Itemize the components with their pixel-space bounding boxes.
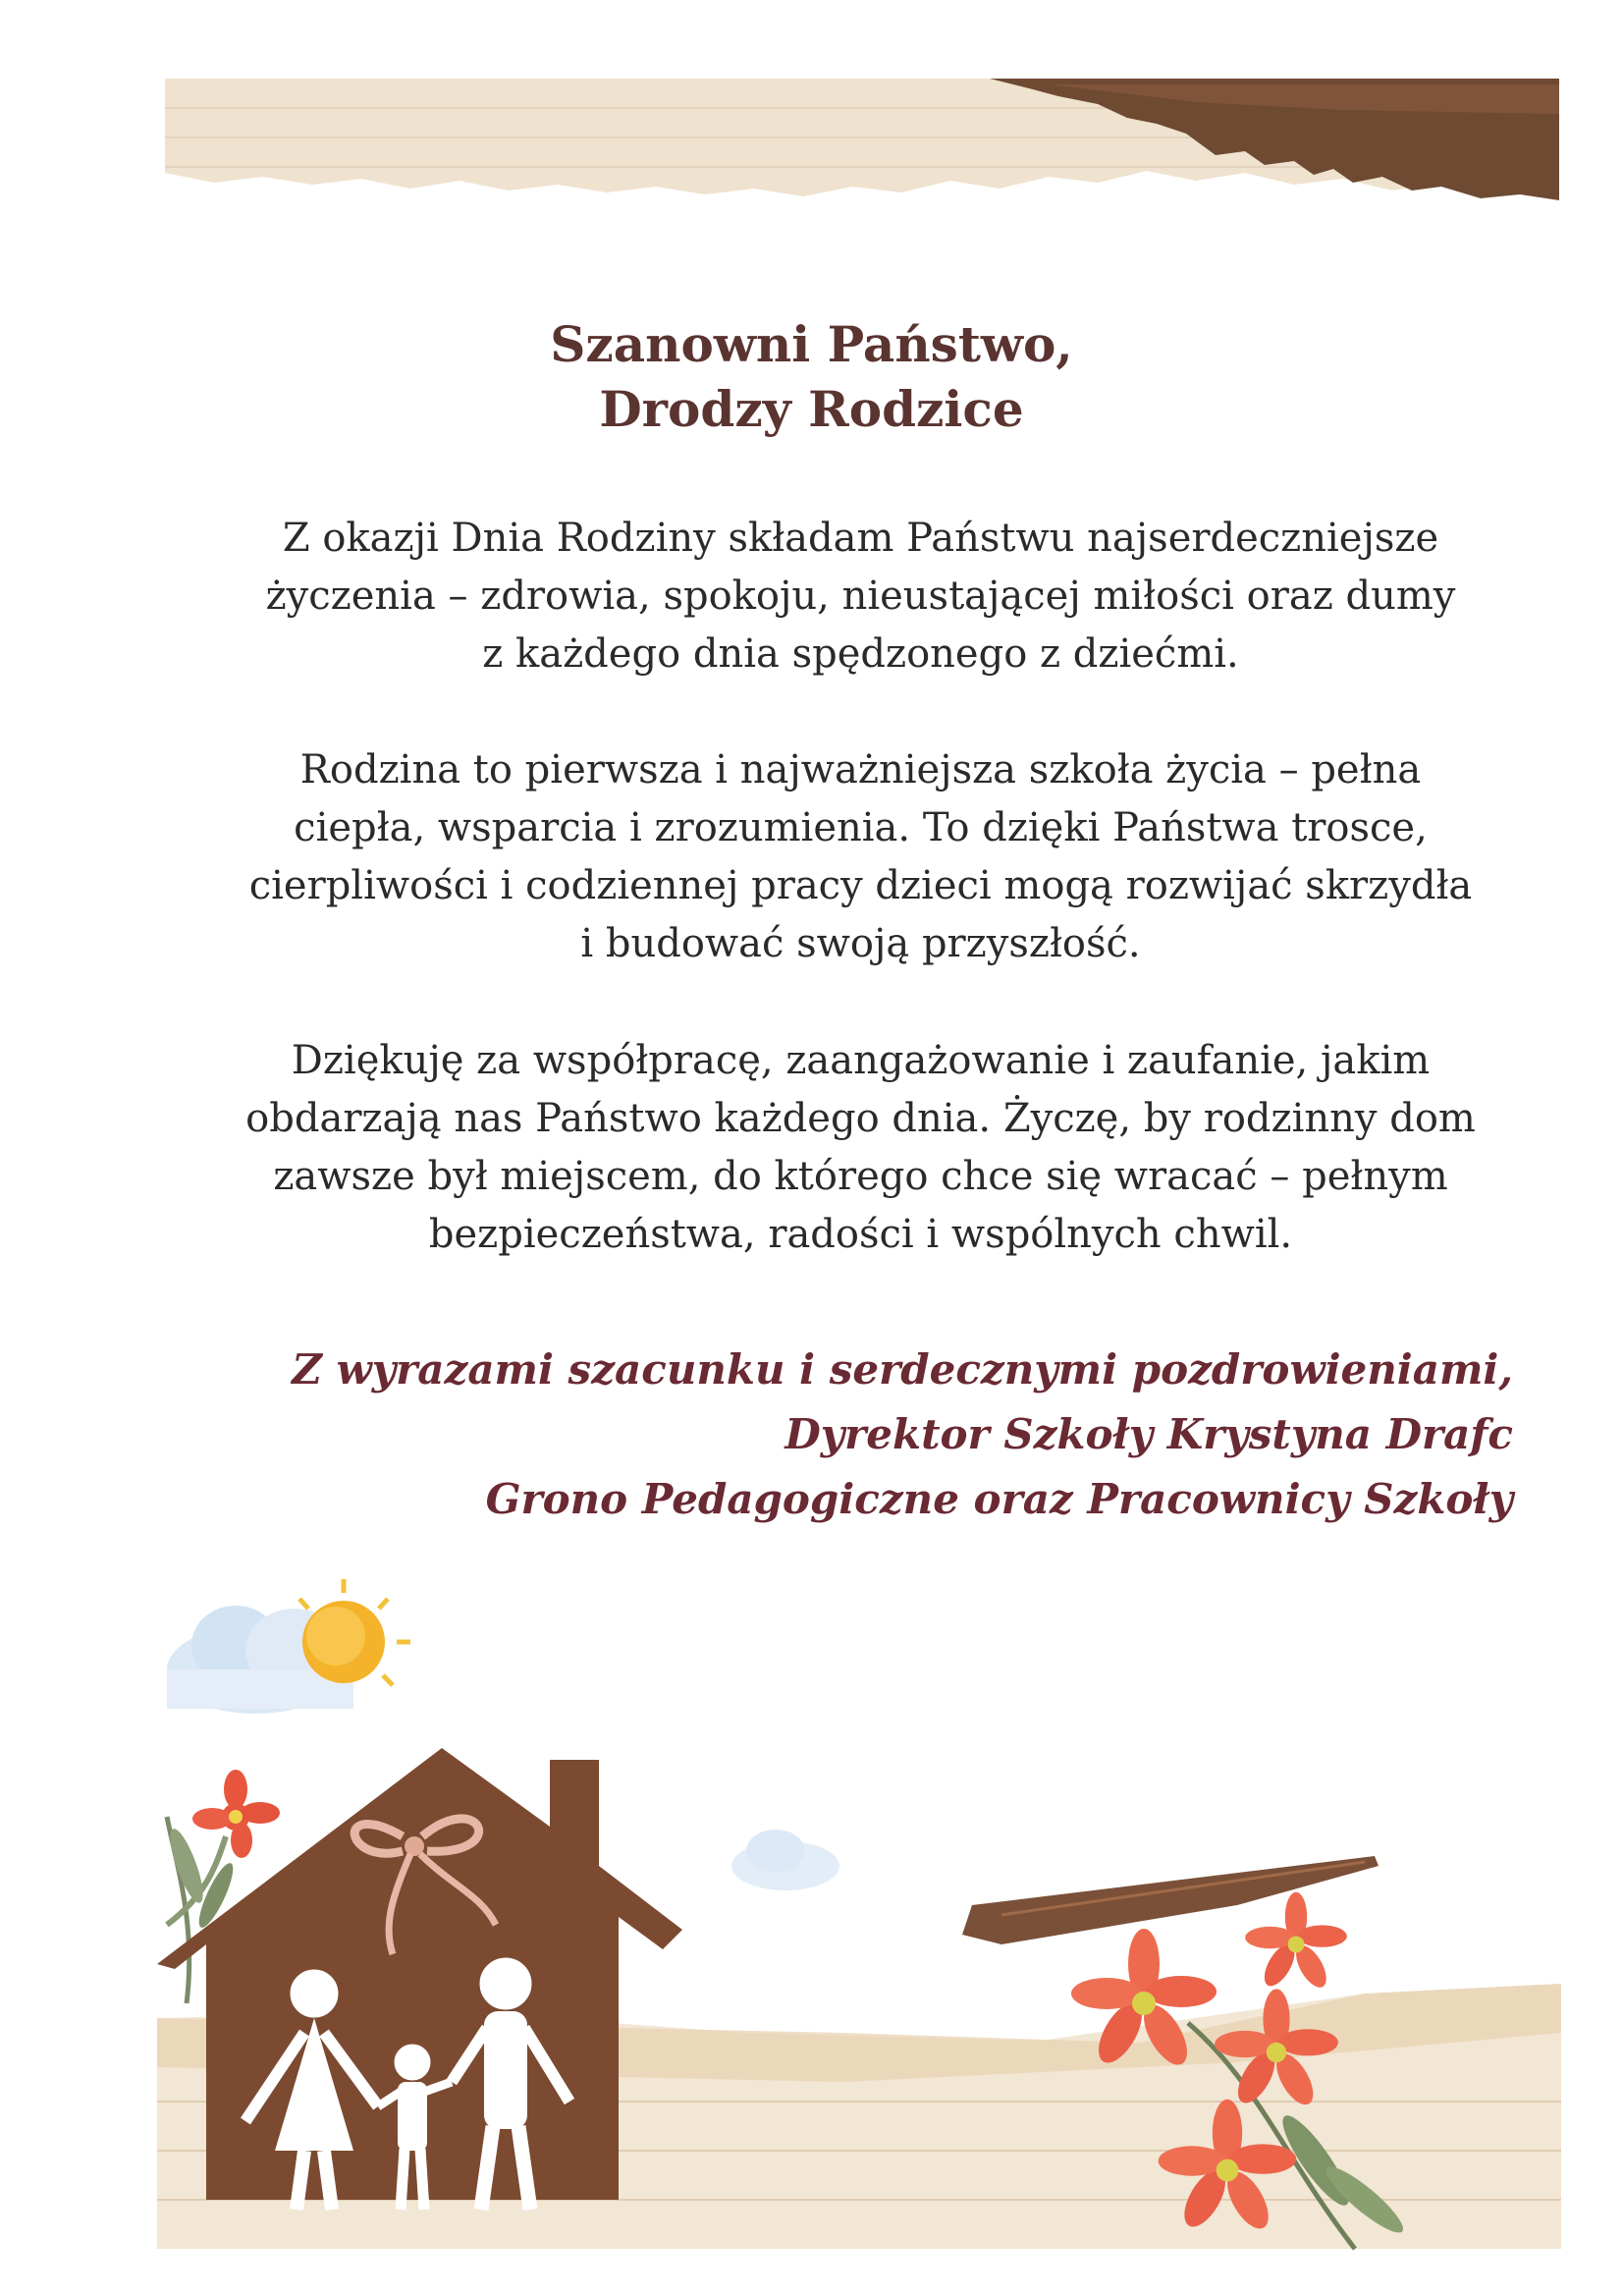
- greeting-line-2: Drodzy Rodzice: [599, 380, 1024, 438]
- signature-closing: Z wyrazami szacunku i serdecznymi pozdrowieniami,: [292, 1345, 1513, 1394]
- paragraph-3-line: zawsze był miejscem, do którego chce się wracać – pełnym: [273, 1154, 1448, 1199]
- torn-paper-strip-icon: [165, 75, 1559, 202]
- paragraph-2: [177, 741, 1544, 973]
- paragraph-2-line: ciepła, wsparcia i zrozumienia. To dzięki Państwa trosce,: [294, 805, 1428, 850]
- paragraph-2-line: Rodzina to pierwsza i najważniejsza szkoła życia – pełna: [299, 747, 1422, 793]
- signature-staff: Grono Pedagogiczne oraz Pracownicy Szkoły: [485, 1475, 1513, 1523]
- paragraph-3: [177, 1032, 1544, 1264]
- signature-block: [138, 1338, 1513, 1532]
- paragraph-2-line: i budować swoją przyszłość.: [580, 921, 1141, 966]
- paragraph-3-line: obdarzają nas Państwo każdego dnia. Życzę, by rodzinny dom: [245, 1096, 1476, 1141]
- greeting-line-1: Szanowni Państwo,: [550, 315, 1073, 373]
- paragraph-1-line: życzenia – zdrowia, spokoju, nieustającej miłości oraz dumy: [265, 574, 1456, 619]
- paragraph-3-line: Dziękuję za współpracę, zaangażowanie i zaufanie, jakim: [291, 1038, 1431, 1083]
- paragraph-3-line: bezpieczeństwa, radości i wspólnych chwil.: [428, 1212, 1293, 1257]
- cloud-icon: [731, 1830, 839, 1890]
- paragraph-2-line: cierpliwości i codziennej pracy dzieci mogą rozwijać skrzydła: [248, 863, 1473, 908]
- paragraph-1-line: Z okazji Dnia Rodziny składam Państwu najserdeczniejsze: [282, 516, 1439, 561]
- paragraph-1-line: z każdego dnia spędzonego z dziećmi.: [482, 631, 1239, 677]
- paragraph-1: [177, 510, 1544, 683]
- sun-icon: [299, 1579, 410, 1685]
- family-home-illustration: [157, 1571, 1561, 2259]
- signature-director: Dyrektor Szkoły Krystyna Drafc: [784, 1410, 1513, 1458]
